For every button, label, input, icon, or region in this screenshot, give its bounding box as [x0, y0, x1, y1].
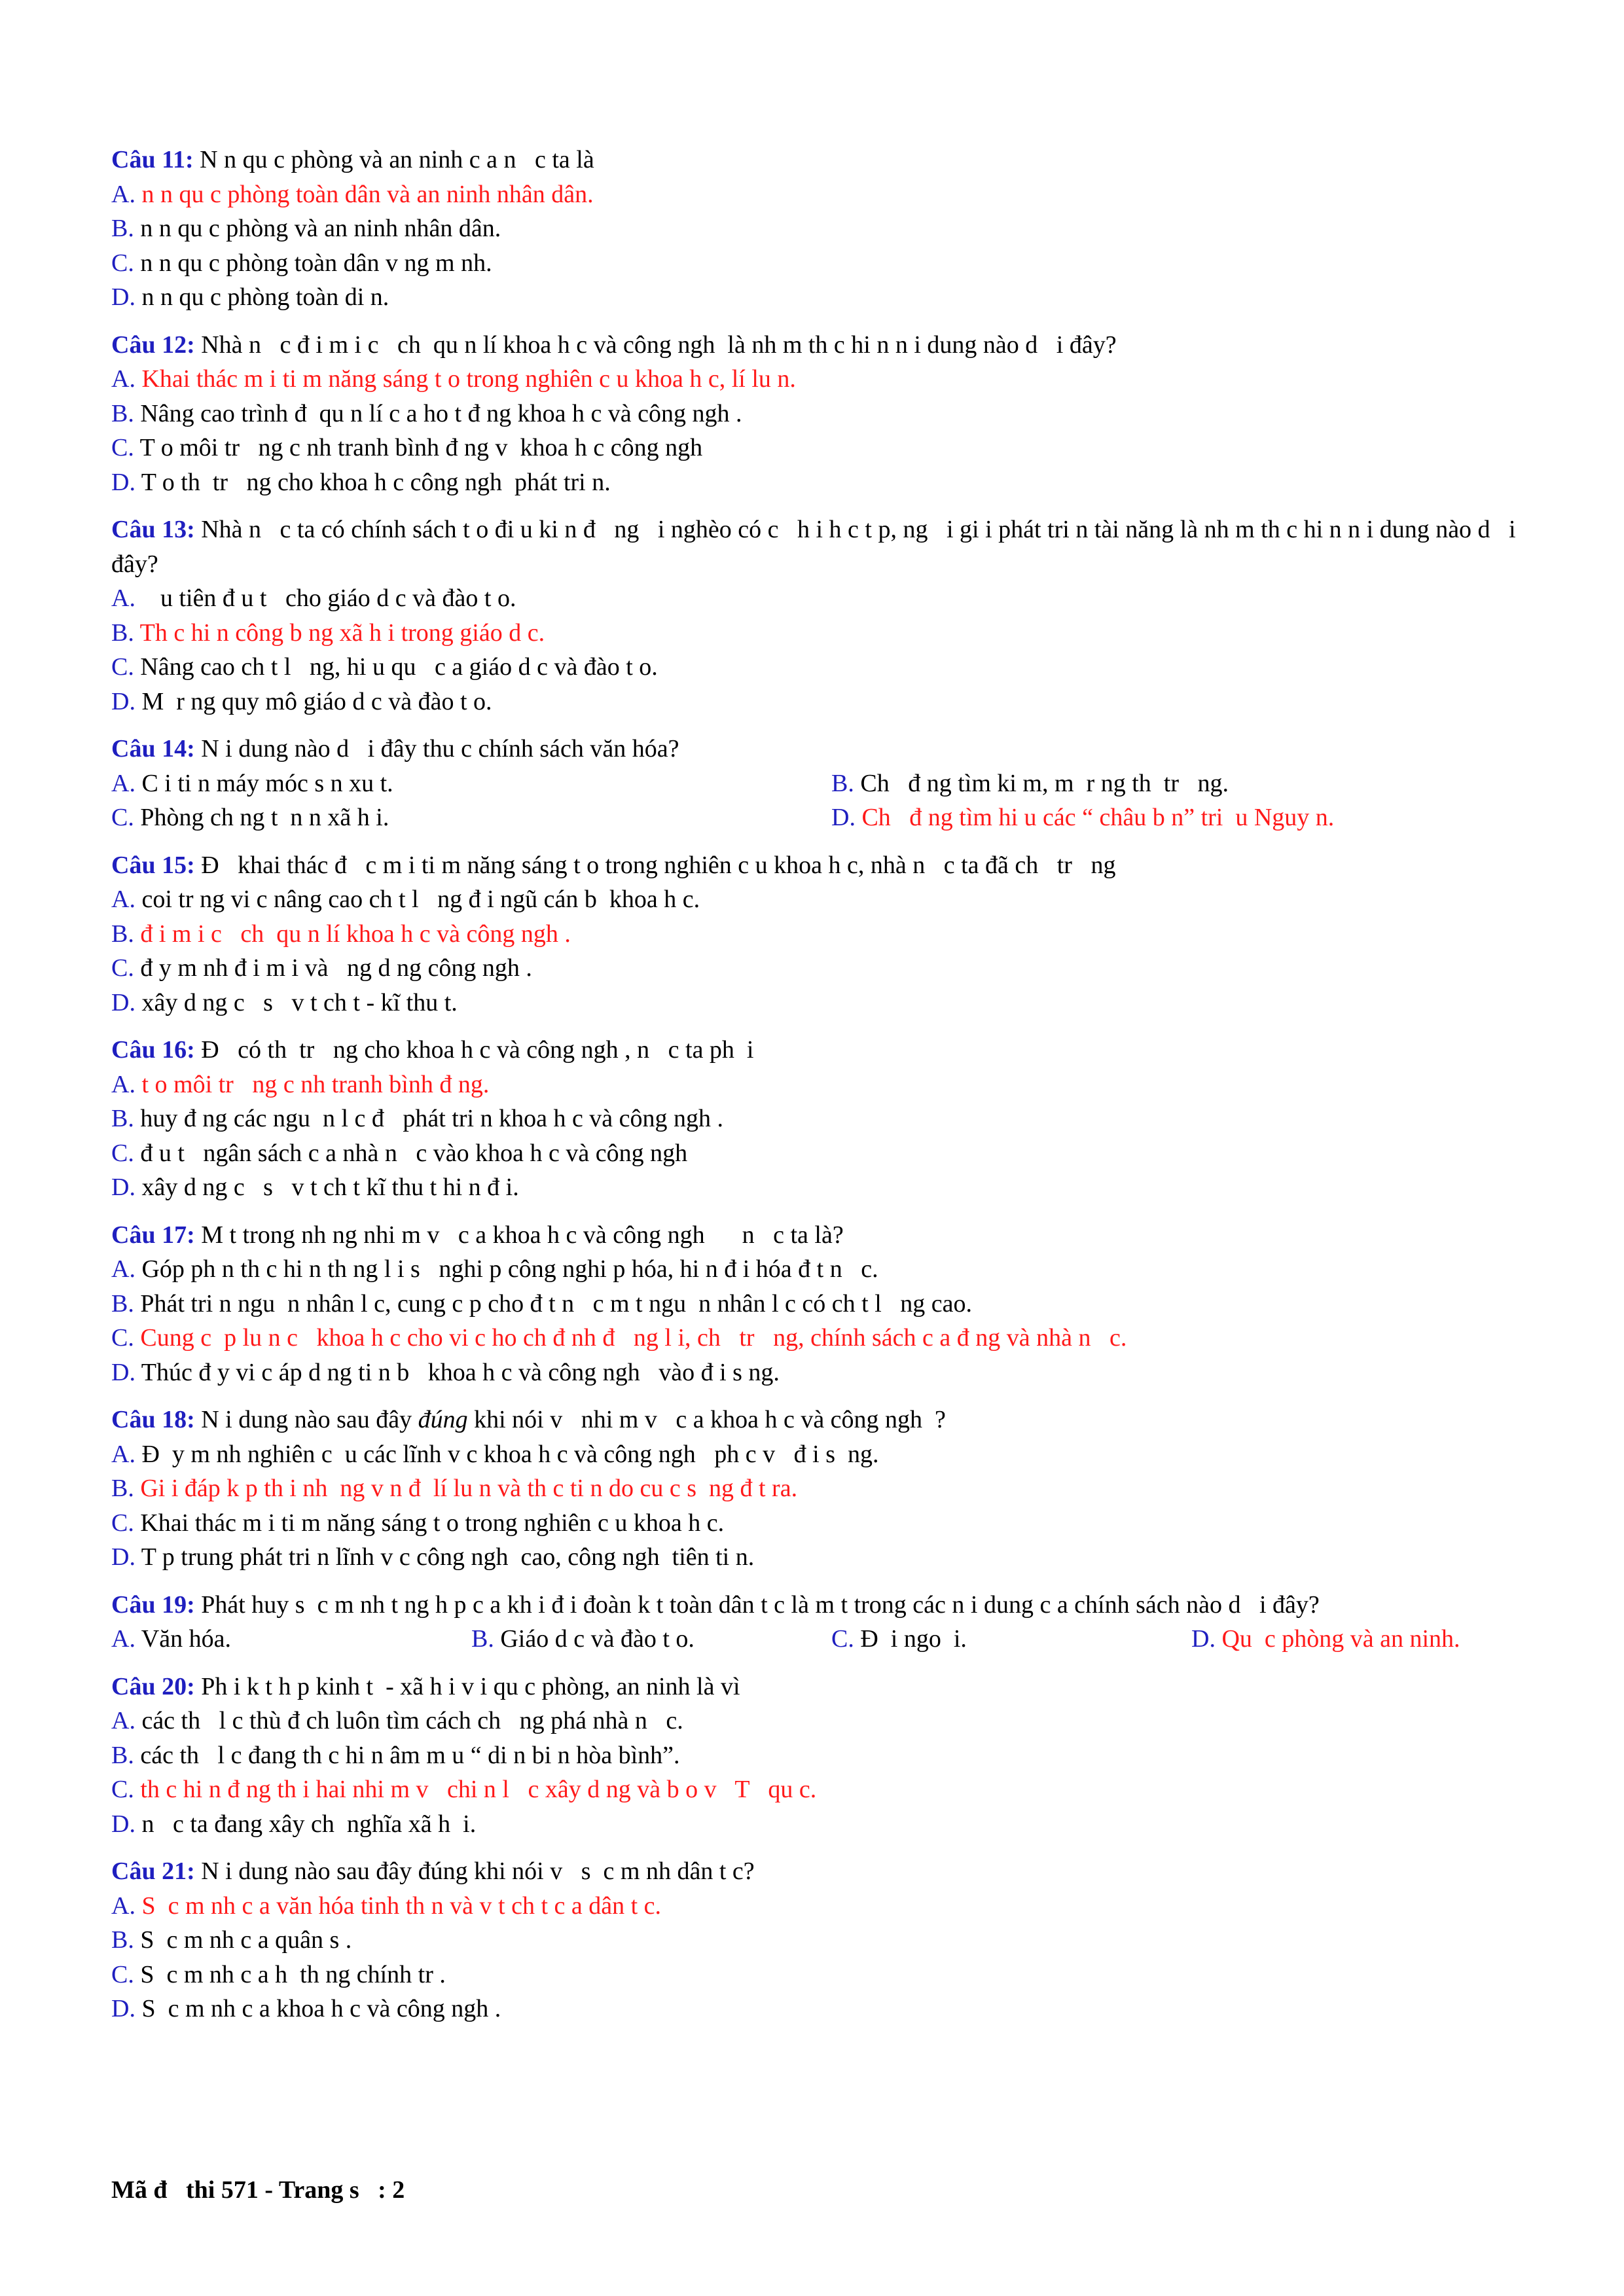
- option-letter: C.: [111, 249, 134, 277]
- question-text: N n qu c phòng và an ninh c a n c ta là: [193, 146, 594, 173]
- option-letter: A.: [111, 1707, 135, 1734]
- option-letter: D.: [111, 1174, 135, 1201]
- option-letter: A.: [111, 1255, 135, 1283]
- option-text-correct: Qu c phòng và an ninh.: [1215, 1625, 1460, 1653]
- option-text: u tiên đ u t cho giáo d c và đào t o.: [135, 584, 516, 612]
- option-letter: C.: [111, 1960, 134, 1988]
- question-stem: [111, 1854, 1525, 1889]
- option-text: coi tr ng vi c nâng cao ch t l ng đ i ngũ cán b khoa h c.: [135, 886, 700, 913]
- answer-option: [111, 1170, 1525, 1205]
- option-letter: A.: [111, 180, 135, 208]
- option-letter: A.: [111, 886, 135, 913]
- answer-option: [111, 1067, 1525, 1102]
- options-row: [111, 1622, 1525, 1657]
- answer-option: [1191, 1622, 1460, 1657]
- option-letter: D.: [111, 468, 135, 496]
- question-text: Nhà n c đ i m i c ch qu n lí khoa h c và công ngh là nh m th c hi n n i dung nào d i đây?: [194, 331, 1117, 359]
- question-block: [111, 732, 1525, 835]
- answer-option: [111, 882, 1525, 917]
- option-letter: C.: [111, 954, 134, 982]
- option-letter: D.: [111, 1810, 135, 1838]
- option-text: n c ta đang xây ch nghĩa xã h i.: [135, 1810, 477, 1838]
- option-letter: C.: [111, 653, 134, 681]
- answer-option: [111, 431, 1525, 465]
- option-letter: A.: [111, 365, 135, 393]
- option-letter: B.: [111, 1741, 134, 1769]
- option-letter: B.: [111, 215, 134, 242]
- answer-option: [111, 397, 1525, 431]
- answer-option: [111, 246, 1525, 281]
- answer-option: [111, 280, 1525, 315]
- option-text: n n qu c phòng và an ninh nhân dân.: [134, 215, 501, 242]
- page-footer: Mã đ thi 571 - Trang s : 2: [111, 2176, 405, 2204]
- option-text: Giáo d c và đào t o.: [494, 1625, 695, 1653]
- option-text: Đ i ngo i.: [854, 1625, 967, 1653]
- question-stem: [111, 1670, 1525, 1704]
- option-text: n n qu c phòng toàn di n.: [135, 283, 389, 311]
- answer-option: [111, 1252, 1525, 1287]
- answer-option: [111, 1772, 1525, 1807]
- option-letter: A.: [111, 1892, 135, 1920]
- option-letter: C.: [831, 1625, 854, 1653]
- question-block: [111, 512, 1525, 719]
- question-stem: [111, 328, 1525, 363]
- option-letter: C.: [111, 434, 134, 461]
- answer-option: [111, 1704, 1525, 1738]
- option-letter: D.: [111, 687, 135, 715]
- question-number: Câu 12:: [111, 331, 195, 359]
- option-letter: B.: [111, 1105, 134, 1132]
- question-emphasis: đúng: [418, 1406, 468, 1433]
- option-text: M r ng quy mô giáo d c và đào t o.: [135, 687, 492, 715]
- option-text: các th l c đang th c hi n âm m u “ di n bi n hòa bình”.: [134, 1741, 680, 1769]
- question-number: Câu 14:: [111, 735, 195, 762]
- option-letter: B.: [831, 769, 854, 797]
- answer-option: [111, 650, 1525, 685]
- question-block: [111, 328, 1525, 500]
- answer-option: [111, 1923, 1525, 1958]
- option-text: S c m nh c a quân s .: [134, 1926, 352, 1954]
- option-text: T o môi tr ng c nh tranh bình đ ng v khoa h c công ngh: [134, 434, 703, 461]
- option-text: Nâng cao trình đ qu n lí c a ho t đ ng khoa h c và công ngh .: [134, 399, 742, 427]
- answer-option: [111, 1471, 1525, 1506]
- question-text: N i dung nào sau đây: [194, 1406, 418, 1433]
- question-text: N i dung nào d i đây thu c chính sách văn hóa?: [194, 735, 679, 762]
- answer-option: [111, 1506, 1525, 1541]
- question-text: N i dung nào sau đây đúng khi nói v s c m nh dân t c?: [194, 1857, 755, 1885]
- question-block: [111, 848, 1525, 1020]
- option-text: Phòng ch ng t n n xã h i.: [134, 804, 389, 831]
- option-letter: A.: [111, 584, 135, 612]
- answer-option: [111, 1102, 1525, 1136]
- option-letter: C.: [111, 1139, 134, 1167]
- answer-option: [111, 1958, 1525, 1992]
- question-number: Câu 16:: [111, 1036, 195, 1064]
- option-letter: C.: [111, 1509, 134, 1537]
- answer-option: [111, 917, 1525, 952]
- answer-option: [111, 1287, 1525, 1321]
- option-letter: B.: [111, 399, 134, 427]
- options-row: [111, 766, 1525, 801]
- answer-option: [111, 362, 1525, 397]
- question-text: M t trong nh ng nhi m v c a khoa h c và công ngh n c ta là?: [194, 1221, 844, 1249]
- option-text: đ y m nh đ i m i và ng d ng công ngh .: [134, 954, 532, 982]
- question-stem: [111, 1403, 1525, 1437]
- question-block: [111, 1033, 1525, 1205]
- option-text: xây d ng c s v t ch t kĩ thu t hi n đ i.: [135, 1174, 519, 1201]
- question-text: Đ khai thác đ c m i ti m năng sáng t o trong nghiên c u khoa h c, nhà n c ta đã ch tr ng: [194, 851, 1116, 879]
- option-letter: D.: [831, 804, 856, 831]
- option-text: n n qu c phòng toàn dân v ng m nh.: [134, 249, 492, 277]
- answer-option: [111, 581, 1525, 616]
- option-letter: D.: [111, 283, 135, 311]
- option-text-correct: n n qu c phòng toàn dân và an ninh nhân dân.: [135, 180, 594, 208]
- question-number: Câu 17:: [111, 1221, 195, 1249]
- answer-option: [831, 766, 1229, 801]
- answer-option: [111, 1136, 1525, 1171]
- question-number: Câu 13:: [111, 516, 195, 543]
- question-stem: [111, 1218, 1525, 1253]
- option-letter: D.: [111, 1543, 135, 1571]
- option-letter: A.: [111, 1625, 135, 1653]
- question-number: Câu 18:: [111, 1406, 195, 1433]
- answer-option: [111, 1355, 1525, 1390]
- question-stem: [111, 1033, 1525, 1067]
- option-text: đ u t ngân sách c a nhà n c vào khoa h c và công ngh: [134, 1139, 688, 1167]
- option-letter: D.: [111, 1358, 135, 1386]
- answer-option: [111, 766, 831, 801]
- option-letter: A.: [111, 1440, 135, 1468]
- question-text: khi nói v nhi m v c a khoa h c và công ngh ?: [467, 1406, 946, 1433]
- question-block: [111, 1588, 1525, 1657]
- option-text-correct: Khai thác m i ti m năng sáng t o trong nghiên c u khoa h c, lí lu n.: [135, 365, 796, 393]
- answer-option: [471, 1622, 831, 1657]
- answer-option: [111, 1738, 1525, 1773]
- answer-option: [111, 951, 1525, 986]
- option-text-correct: Cung c p lu n c khoa h c cho vi c ho ch đ nh đ ng l i, ch tr ng, chính sách c a đ ng và nhà n c.: [134, 1324, 1127, 1352]
- option-letter: B.: [471, 1625, 494, 1653]
- option-text-correct: th c hi n đ ng th i hai nhi m v chi n l c xây d ng và b o v T qu c.: [134, 1776, 817, 1803]
- option-text-correct: Th c hi n công b ng xã h i trong giáo d c.: [134, 619, 545, 647]
- option-letter: B.: [111, 1289, 134, 1318]
- answer-option: [111, 211, 1525, 246]
- answer-option: [111, 616, 1525, 651]
- option-letter: D.: [111, 1995, 135, 2022]
- answer-option: [111, 177, 1525, 212]
- option-text: T o th tr ng cho khoa h c công ngh phát tri n.: [135, 468, 611, 496]
- answer-option: [111, 1889, 1525, 1924]
- answer-option: [831, 800, 1334, 835]
- option-letter: B.: [111, 920, 134, 948]
- question-stem: [111, 732, 1525, 766]
- question-text: Ph i k t h p kinh t - xã h i v i qu c phòng, an ninh là vì: [194, 1672, 740, 1700]
- question-stem: [111, 1588, 1525, 1623]
- answer-option: [111, 986, 1525, 1020]
- answer-option: [111, 465, 1525, 500]
- answer-option: [831, 1622, 1191, 1657]
- question-block: [111, 1403, 1525, 1575]
- question-text: Phát huy s c m nh t ng h p c a kh i đ i đoàn k t toàn dân t c là m t trong các n i dung c a chính sách nào d i đây?: [194, 1590, 1320, 1619]
- question-stem: [111, 143, 1525, 177]
- option-text: Phát tri n ngu n nhân l c, cung c p cho đ t n c m t ngu n nhân l c có ch t l ng cao.: [134, 1289, 972, 1318]
- answer-option: [111, 1437, 1525, 1472]
- answer-option: [111, 1321, 1525, 1355]
- option-letter: C.: [111, 1324, 134, 1352]
- option-letter: B.: [111, 619, 134, 647]
- question-block: [111, 1670, 1525, 1842]
- option-letter: A.: [111, 769, 135, 797]
- question-stem: [111, 512, 1525, 581]
- option-letter: B.: [111, 1926, 134, 1954]
- option-text: Ch đ ng tìm ki m, m r ng th tr ng.: [854, 769, 1229, 797]
- option-text: Thúc đ y vi c áp d ng ti n b khoa h c và công ngh vào đ i s ng.: [135, 1358, 780, 1386]
- question-number: Câu 11:: [111, 146, 194, 173]
- answer-option: [111, 1540, 1525, 1575]
- option-text: Văn hóa.: [135, 1625, 231, 1653]
- exam-page: [111, 143, 1525, 2039]
- option-text: các th l c thù đ ch luôn tìm cách ch ng phá nhà n c.: [135, 1707, 683, 1734]
- option-text: C i ti n máy móc s n xu t.: [135, 769, 393, 797]
- question-number: Câu 20:: [111, 1672, 195, 1700]
- option-text-correct: đ i m i c ch qu n lí khoa h c và công ngh .: [134, 920, 571, 948]
- option-letter: A.: [111, 1070, 135, 1098]
- option-text: huy đ ng các ngu n l c đ phát tri n khoa h c và công ngh .: [134, 1105, 724, 1132]
- question-text: Nhà n c ta có chính sách t o đi u ki n đ ng i nghèo có c h i h c t p, ng i gi i phát tri n tài năng là nh m th c hi n n i dung nào d i đây?: [111, 516, 1523, 578]
- question-number: Câu 15:: [111, 851, 195, 879]
- answer-option: [111, 800, 831, 835]
- option-text-correct: S c m nh c a văn hóa tinh th n và v t ch t c a dân t c.: [135, 1892, 662, 1920]
- option-text: Khai thác m i ti m năng sáng t o trong nghiên c u khoa h c.: [134, 1509, 725, 1537]
- option-text: T p trung phát tri n lĩnh v c công ngh cao, công ngh tiên ti n.: [135, 1543, 755, 1571]
- answer-option: [111, 1807, 1525, 1842]
- option-letter: D.: [111, 988, 135, 1016]
- option-text-correct: Ch đ ng tìm hi u các “ châu b n” tri u Nguy n.: [855, 804, 1335, 831]
- option-text: Đ y m nh nghiên c u các lĩnh v c khoa h c và công ngh ph c v đ i s ng.: [135, 1440, 879, 1468]
- option-text: S c m nh c a h th ng chính tr .: [134, 1960, 446, 1988]
- answer-option: [111, 1622, 471, 1657]
- options-row: [111, 800, 1525, 835]
- option-text: S c m nh c a khoa h c và công ngh .: [135, 1995, 501, 2022]
- question-block: [111, 1218, 1525, 1390]
- option-letter: C.: [111, 1776, 134, 1803]
- question-text: Đ có th tr ng cho khoa h c và công ngh , n c ta ph i: [194, 1036, 754, 1064]
- question-number: Câu 19:: [111, 1590, 195, 1619]
- option-text: Góp ph n th c hi n th ng l i s nghi p công nghi p hóa, hi n đ i hóa đ t n c.: [135, 1255, 878, 1283]
- option-text: Nâng cao ch t l ng, hi u qu c a giáo d c và đào t o.: [134, 653, 658, 681]
- option-letter: D.: [1191, 1625, 1216, 1653]
- option-text: xây d ng c s v t ch t - kĩ thu t.: [135, 988, 458, 1016]
- option-text-correct: t o môi tr ng c nh tranh bình đ ng.: [135, 1070, 490, 1098]
- option-text-correct: Gi i đáp k p th i nh ng v n đ lí lu n và th c ti n do cu c s ng đ t ra.: [134, 1475, 798, 1502]
- answer-option: [111, 685, 1525, 719]
- question-block: [111, 143, 1525, 315]
- question-block: [111, 1854, 1525, 2026]
- answer-option: [111, 1992, 1525, 2026]
- option-letter: B.: [111, 1475, 134, 1502]
- question-number: Câu 21:: [111, 1857, 195, 1885]
- question-stem: [111, 848, 1525, 883]
- option-letter: C.: [111, 804, 134, 831]
